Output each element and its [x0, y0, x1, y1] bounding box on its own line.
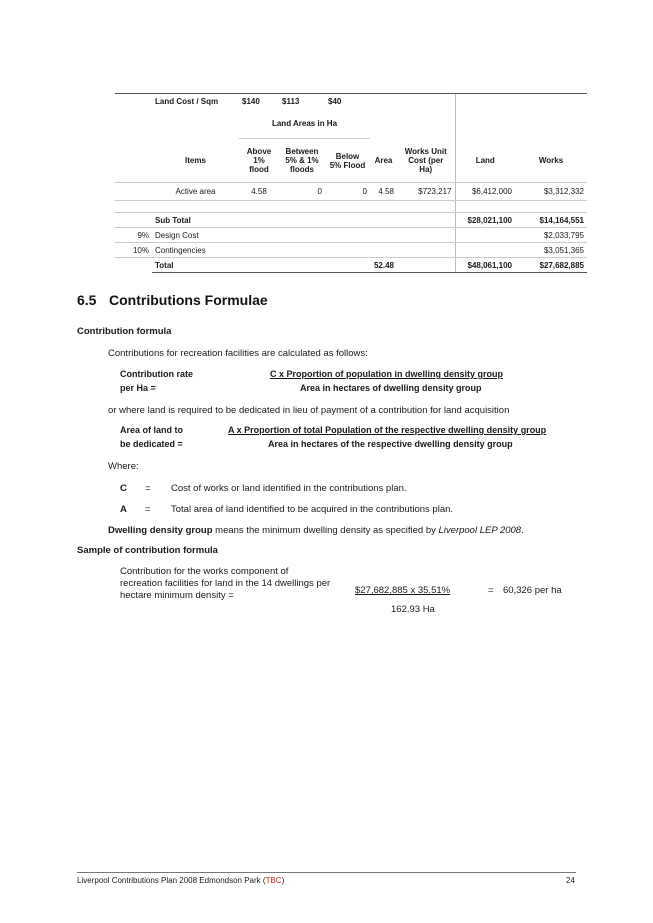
total-works: $27,682,885: [515, 258, 587, 273]
cost-table: [115, 93, 587, 273]
ddg-lep: Liverpool LEP 2008: [438, 525, 522, 536]
land-cost-label: Land Cost / Sqm: [152, 94, 239, 109]
footer-title: Liverpool Contributions Plan 2008 Edmondson Park (: [77, 876, 266, 885]
sample-line-3: hectare minimum density =: [120, 590, 234, 601]
total-area: 52.48: [370, 258, 397, 273]
active-unit-cost: $723,217: [397, 183, 455, 201]
formula1-label-line2: per Ha =: [120, 383, 156, 393]
design-label: Design Cost: [152, 228, 239, 243]
sample-heading: Sample of contribution formula: [77, 545, 218, 556]
section-number: 6.5: [77, 292, 97, 308]
header-below: Below 5% Flood: [325, 139, 370, 183]
design-pct: 9%: [115, 228, 152, 243]
contingencies-works: $3,051,365: [515, 243, 587, 258]
formula2-label-line2: be dedicated =: [120, 439, 183, 449]
sample-line-2: recreation facilities for land in the 14 dwellings per: [120, 578, 331, 589]
contingencies-label: Contingencies: [152, 243, 239, 258]
or-text: or where land is required to be dedicated in lieu of payment of a contribution for land acquisition: [108, 405, 510, 416]
formula2-denominator: Area in hectares of the respective dwelling density group: [268, 439, 513, 449]
total-land: $48,061,100: [455, 258, 515, 273]
active-item: Active area: [152, 183, 239, 201]
land-cost-below: $40: [325, 94, 370, 109]
page-number: 24: [566, 876, 575, 885]
active-works: $3,312,332: [515, 183, 587, 201]
header-works: Works: [515, 139, 587, 183]
sample-result: 60,326 per ha: [503, 585, 562, 596]
header-above: Above 1% flood: [239, 139, 279, 183]
sample-numerator: $27,682,885 x 35.51%: [355, 585, 451, 596]
ddg-end: .: [521, 525, 524, 536]
intro-text: Contributions for recreation facilities are calculated as follows:: [108, 348, 368, 359]
subtotal-label: Sub Total: [152, 213, 239, 228]
table-row: [115, 183, 587, 201]
dwelling-density-definition: [108, 525, 524, 536]
formula2-label-line1: Area of land to: [120, 425, 184, 435]
table-row: [115, 243, 587, 258]
active-below: 0: [325, 183, 370, 201]
table-row: [115, 258, 587, 273]
total-label: Total: [152, 258, 239, 273]
active-land: $6,412,000: [455, 183, 515, 201]
table-row: [115, 213, 587, 228]
subtotal-works: $14,164,551: [515, 213, 587, 228]
def-c-equals: =: [145, 483, 151, 494]
footer-divider: [77, 872, 576, 873]
sample-denominator: 162.93 Ha: [391, 604, 435, 615]
ddg-term: Dwelling density group: [108, 525, 213, 536]
header-between: Between 5% & 1% floods: [279, 139, 325, 183]
active-area: 4.58: [370, 183, 397, 201]
sample-equals: =: [488, 585, 494, 596]
active-between: 0: [279, 183, 325, 201]
design-works: $2,033,795: [515, 228, 587, 243]
ddg-text: means the minimum dwelling density as specified by: [212, 525, 439, 536]
formula1-label-line1: Contribution rate: [120, 369, 193, 379]
formula1-denominator: Area in hectares of dwelling density group: [300, 383, 482, 393]
header-area: Area: [370, 139, 397, 183]
formula2-numerator: A x Proportion of total Population of the respective dwelling density group: [228, 425, 547, 435]
where-label: Where:: [108, 461, 139, 472]
sample-line-1: Contribution for the works component of: [120, 566, 289, 577]
subtotal-land: $28,021,100: [455, 213, 515, 228]
section-title: Contributions Formulae: [109, 292, 268, 308]
def-c-text: Cost of works or land identified in the contributions plan.: [171, 483, 407, 494]
contribution-formula-heading: Contribution formula: [77, 326, 172, 337]
footer-title-end: ): [281, 876, 285, 885]
section-heading: [77, 292, 268, 308]
header-items: Items: [152, 139, 239, 183]
formula1-numerator: C x Proportion of population in dwelling density group: [270, 369, 503, 379]
def-a-symbol: A: [120, 504, 127, 515]
header-works-unit-cost: Works Unit Cost (per Ha): [397, 139, 455, 183]
contingencies-pct: 10%: [115, 243, 152, 258]
active-above: 4.58: [239, 183, 279, 201]
def-a-equals: =: [145, 504, 151, 515]
table-row: [115, 228, 587, 243]
header-land: Land: [455, 139, 515, 183]
def-c-symbol: C: [120, 483, 127, 494]
footer-left: [77, 876, 284, 885]
land-cost-above: $140: [239, 94, 279, 109]
land-areas-heading: Land Areas in Ha: [239, 109, 370, 139]
def-a-text: Total area of land identified to be acquired in the contributions plan.: [171, 504, 454, 515]
land-cost-between: $113: [279, 94, 325, 109]
footer-tbc: TBC: [265, 876, 282, 885]
